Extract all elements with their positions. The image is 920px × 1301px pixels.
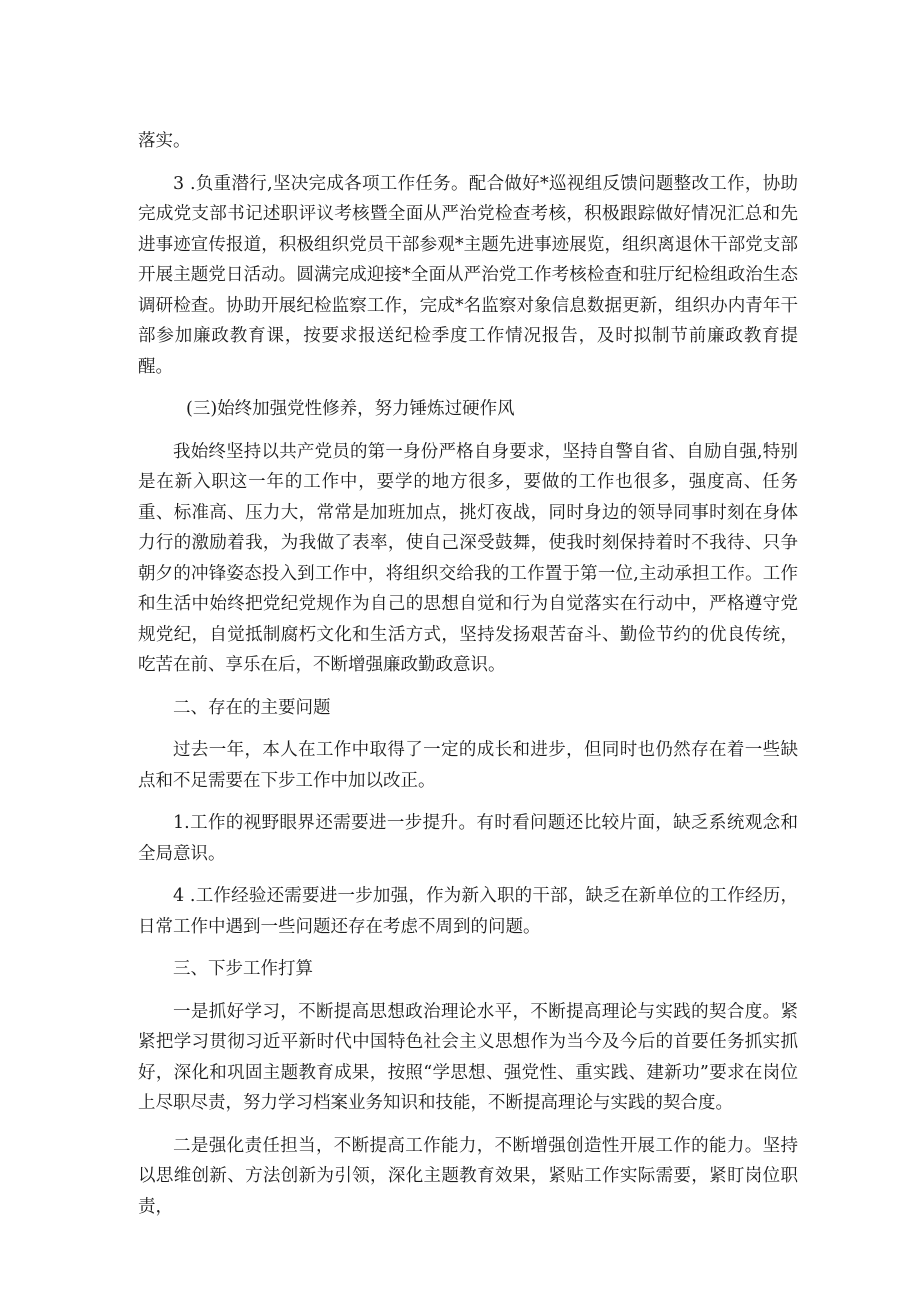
paragraph-plan-2: 二是强化责任担当，不断提高工作能力，不断增强创造性开展工作的能力。坚持以思维创新、方法创新为引领，深化主题教育效果，紧贴工作实际需要，紧盯岗位职责，: [138, 1135, 798, 1217]
section-subheading-3: (三)始终加强党性修养，努力锤炼过硬作风: [186, 399, 515, 419]
paragraph-party-spirit: 我始终坚持以共产党员的第一身份严格自身要求，坚持自警自省、自励自强,特别是在新入职这一年的工作中，要学的地方很多，要做的工作也很多，强度高、任务重、标准高、压力大，常常是加班加点，挑灯夜战，同时身边的领导同事时刻在身体力行的激励着我，为我做了表率，使自己深受鼓舞，使我时刻保持着时不我待、只争朝夕的冲锋姿态投入到工作中，将组织交给我的工作置于第一位,主动承担工作。工作和生活中始终把党纪党规作为自己的思想自觉和行为自觉落实在行动中，严格遵守党规党纪，自觉抵制腐朽文化和生活方式，坚持发扬艰苦奋斗、勤俭节约的优良传统，吃苦在前、享乐在后，不断增强廉政勤政意识。: [138, 441, 798, 675]
document-body: [138, 126, 798, 1234]
paragraph-problem-1: 1.工作的视野眼界还需要进一步提升。有时看问题还比较片面，缺乏系统观念和全局意识。: [138, 813, 798, 864]
section-heading-problems: 二、存在的主要问题: [173, 697, 331, 718]
paragraph-problems-intro: 过去一年，本人在工作中取得了一定的成长和进步，但同时也仍然存在着一些缺点和不足需要在下步工作中加以改正。: [138, 740, 798, 791]
paragraph-continuation: 落实。: [138, 131, 191, 151]
paragraph-problem-4: 4 .工作经验还需要进一步加强，作为新入职的干部，缺乏在新单位的工作经历，日常工作中遇到一些问题还存在考虑不周到的问题。: [138, 886, 798, 937]
paragraph-plan-1: 一是抓好学习，不断提高思想政治理论水平，不断提高理论与实践的契合度。紧紧把学习贯彻习近平新时代中国特色社会主义思想作为当今及今后的首要任务抓实抓好，深化和巩固主题教育成果，按照“学思想、强党性、重实践、建新功”要求在岗位上尽职尽责，努力学习档案业务知识和技能，不断提高理论与实践的契合度。: [138, 1001, 798, 1113]
paragraph-item-3: 3 .负重潜行,坚决完成各项工作任务。配合做好*巡视组反馈问题整改工作，协助完成党支部书记述职评议考核暨全面从严治党检查考核，积极跟踪做好情况汇总和先进事迹宣传报道，积极组织党员干部参观*主题先进事迹展览，组织离退休干部党支部开展主题党日活动。圆满完成迎接*全面从严治党工作考核检查和驻厅纪检组政治生态调研检查。协助开展纪检监察工作，完成*名监察对象信息数据更新，组织办内青年干部参加廉政教育课，按要求报送纪检季度工作情况报告，及时拟制节前廉政教育提醒。: [138, 173, 798, 377]
section-heading-plans: 三、下步工作打算: [173, 959, 313, 979]
